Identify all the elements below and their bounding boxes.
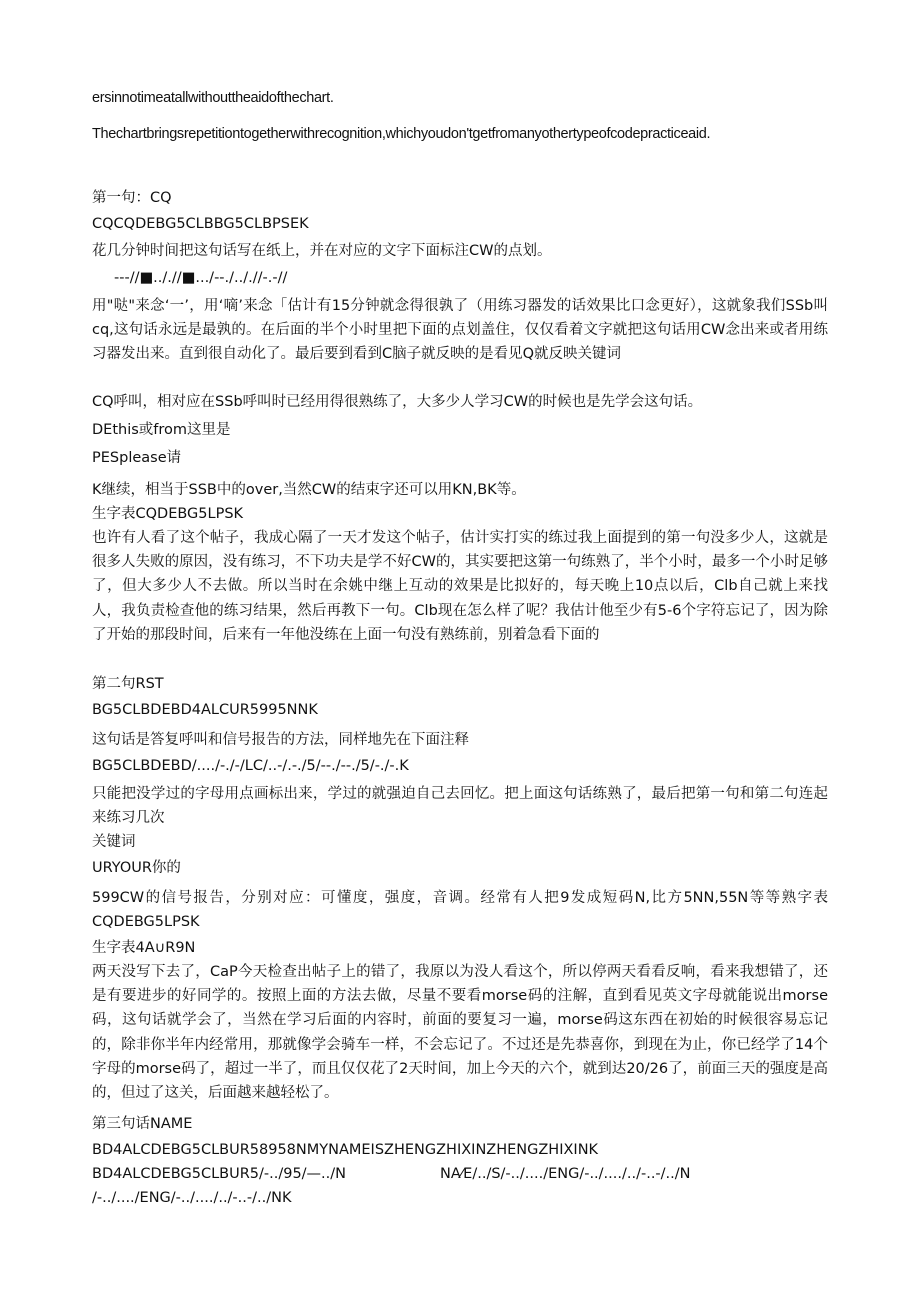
section-3-title: 第三句话NAME <box>92 1116 193 1132</box>
section-1-cq-note: CQ呼叫，相对应在SSb呼叫时已经用得很熟练了，大多少人学习CW的时候也是先学会这句话。 <box>92 394 703 410</box>
section-1-code: CQCQDEBG5CLBBG5CLBPSEK <box>92 216 309 232</box>
section-1-instruction: 花几分钟时间把这句话写在纸上，并在对应的文字下面标注CW的点划。 <box>92 243 552 259</box>
section-2-morse: BG5CLBDEBD/..../-./-/LC/..-/.-./5/--./--./5/-./-.K <box>92 758 409 774</box>
section-2-keywords: 关键词 <box>92 834 136 850</box>
section-3-morse-a: BD4ALCDEBG5CLBUR5/-../95/—../N <box>92 1166 347 1182</box>
section-3-code: BD4ALCDEBG5CLBUR58958NMYNAMEISZHENGZHIXINZHENGZHIXINK <box>92 1142 599 1158</box>
section-1-paragraph: 用"哒"来念‘一’，用‘嘀’来念「估计有15分钟就念得很孰了（用练习器发的话效果比口念更好），这就象我们SSb叫cq,这句话永远是最孰的。在后面的半个小时里把下面的点划盖住，仅仅看着文字就把这句话用CW念出来或者用练习器发出来。直到很自动化了。最后要到看到C脑子就反映的是看见Q就反映关键词 <box>92 298 828 363</box>
section-1-vocab: 生字表CQDEBG5LPSK <box>92 506 244 522</box>
section-2-ur: URYOUR你的 <box>92 860 181 876</box>
section-2-instruction: 这句话是答复呼叫和信号报告的方法，同样地先在下面注释 <box>92 732 469 748</box>
section-1-morse: ---//■.././/■.../--./.././/-.-// <box>114 270 288 286</box>
section-1-de-note: DEthis或from这里是 <box>92 422 231 438</box>
section-2-599-note: 599CW的信号报告，分别对应：可懂度，强度，音调。经常有人把9发成短码N,比方5NN,55N等等熟字表CQDEBG5LPSK <box>92 890 828 931</box>
intro-line-2: Thechartbringsrepetitiontogetherwithrecognition,whichyoudon'tgetfromanyothertypeofcodepracticeaid. <box>92 126 711 142</box>
section-1-k-note: K继续，相当于SSB中的over,当然CW的结束字还可以用KN,BK等。 <box>92 482 526 498</box>
section-3-morse-c: /-../..../ENG/-../..../../-..-/../NK <box>92 1190 292 1206</box>
section-1-title: 第一句：CQ <box>92 190 172 206</box>
section-1-pse-note: PESplease请 <box>92 450 182 466</box>
section-3-morse-b: NA⁄E/../S/-../..../ENG/-../..../../-..-/../N <box>440 1166 691 1182</box>
section-2-code: BG5CLBDEBD4ALCUR5995NNK <box>92 702 318 718</box>
section-2-title: 第二句RST <box>92 676 164 692</box>
section-2-paragraph: 只能把没学过的字母用点画标出来，学过的就强迫自己去回忆。把上面这句话练熟了，最后把第一句和第二句连起来练习几次 <box>92 786 828 827</box>
section-1-story: 也许有人看了这个帖子，我成心隔了一天才发这个帖子，估计实打实的练过我上面提到的第一句没多少人，这就是很多人失败的原因，没有练习，不下功夫是学不好CW的，其实要把这第一句练熟了，半个小时，最多一个小时足够了，但大多少人不去做。所以当时在余姚中继上互动的效果是比拟好的，每天晚上10点以后，Clb自己就上来找人，我负责检查他的练习结果，然后再教下一句。Clb现在怎么样了呢？我估计他至少有5-6个字符忘记了，因为除了开始的那段时间，后来有一年他没练在上面一句没有熟练前，别着急看下面的 <box>92 530 828 643</box>
section-2-story: 两天没写下去了，CaP今天检查出帖子上的错了，我原以为没人看这个，所以停两天看看反响，看来我想错了，还是有要进步的好同学的。按照上面的方法去做，尽量不要看morse码的注解，直到看见英文字母就能说出morse码，这句话就学会了，当然在学习后面的内容时，前面的要复习一遍，morse码这东西在初始的时候很容易忘记的，除非你半年内经常用，那就像学会骑车一样，不会忘记了。不过还是先恭喜你，到现在为止，你已经学了14个字母的morse码了，超过一半了，而且仅仅花了2天时间，加上今天的六个，就到达20/26了，前面三天的强度是高的，但过了这关，后面越来越轻松了。 <box>92 964 828 1102</box>
section-2-vocab: 生字表4A∪R9N <box>92 940 196 956</box>
intro-line-1: ersinnotimeatallwithouttheaidofthechart. <box>92 90 334 106</box>
